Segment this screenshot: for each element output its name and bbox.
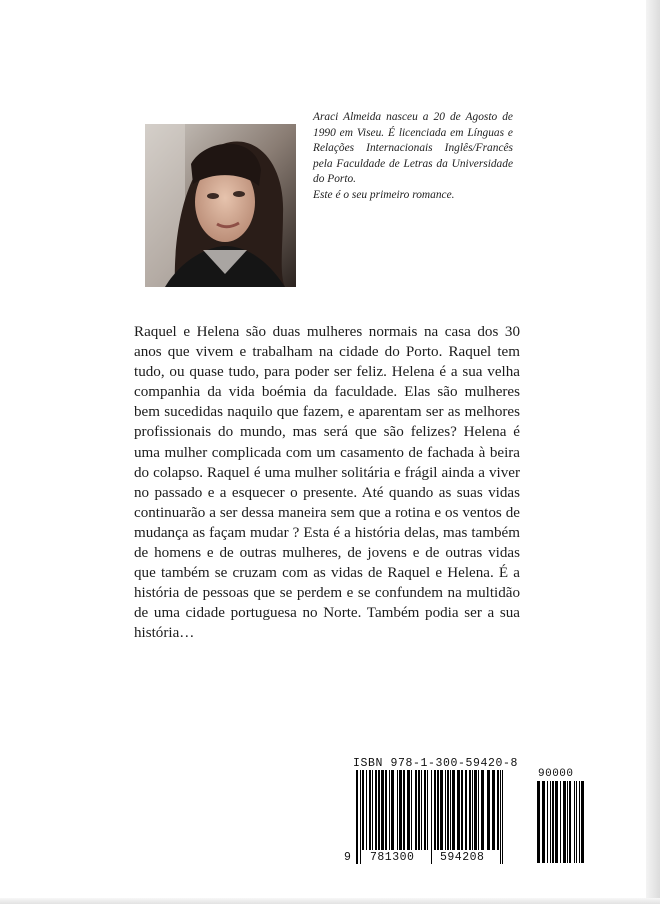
page-edge-right bbox=[646, 0, 660, 904]
book-synopsis: Raquel e Helena são duas mulheres normais na casa dos 30 anos que vivem e trabalham na cidade do Porto. Raquel tem tudo, ou quase tudo, para poder ser feliz. Helena é a sua velha companhia da vida boémia da faculdade. Elas são mulheres bem sucedidas naquilo que fazem, e aparentam ser as melhores profissionais do mundo, mas será que são felizes? Helena é uma mulher complicada com um casamento de fachada à beira do colapso. Raquel é uma mulher solitária e frágil ainda a viver no passado e a esquecer o presente. Até quando as suas vidas continuarão a ser dessa maneira sem que a rotina e os ventos de mudança as façam mudar ? Esta é a história delas, mas também de homens e de outras mulheres, de jovens e de outras vidas que também se cruzam com as vidas de Raquel e Helena. É a história de pessoas que se perdem e se confundem na multidão de uma cidade portuguesa no Norte. Também podia ser a sua história… bbox=[134, 324, 520, 642]
ean-left-digits: 781300 bbox=[370, 851, 415, 864]
ean13-barcode bbox=[356, 770, 504, 864]
author-bio bbox=[313, 110, 513, 204]
author-bio-paragraph: Araci Almeida nasceu a 20 de Agosto de 1990 em Viseu. É licenciada em Línguas e Relações Internacionais Inglês/Francês pela Faculdade de Letras da Universidade do Porto. bbox=[313, 111, 513, 186]
isbn-label: ISBN 978-1-300-59420-8 bbox=[353, 757, 519, 770]
page-edge-bottom bbox=[0, 898, 660, 904]
addon-barcode bbox=[537, 781, 587, 863]
ean-right-digits: 594208 bbox=[440, 851, 485, 864]
price-code: 90000 bbox=[538, 768, 574, 780]
author-bio-note: Este é o seu primeiro romance. bbox=[313, 188, 455, 201]
ean-first-digit: 9 bbox=[344, 851, 352, 864]
author-photo bbox=[145, 124, 296, 287]
